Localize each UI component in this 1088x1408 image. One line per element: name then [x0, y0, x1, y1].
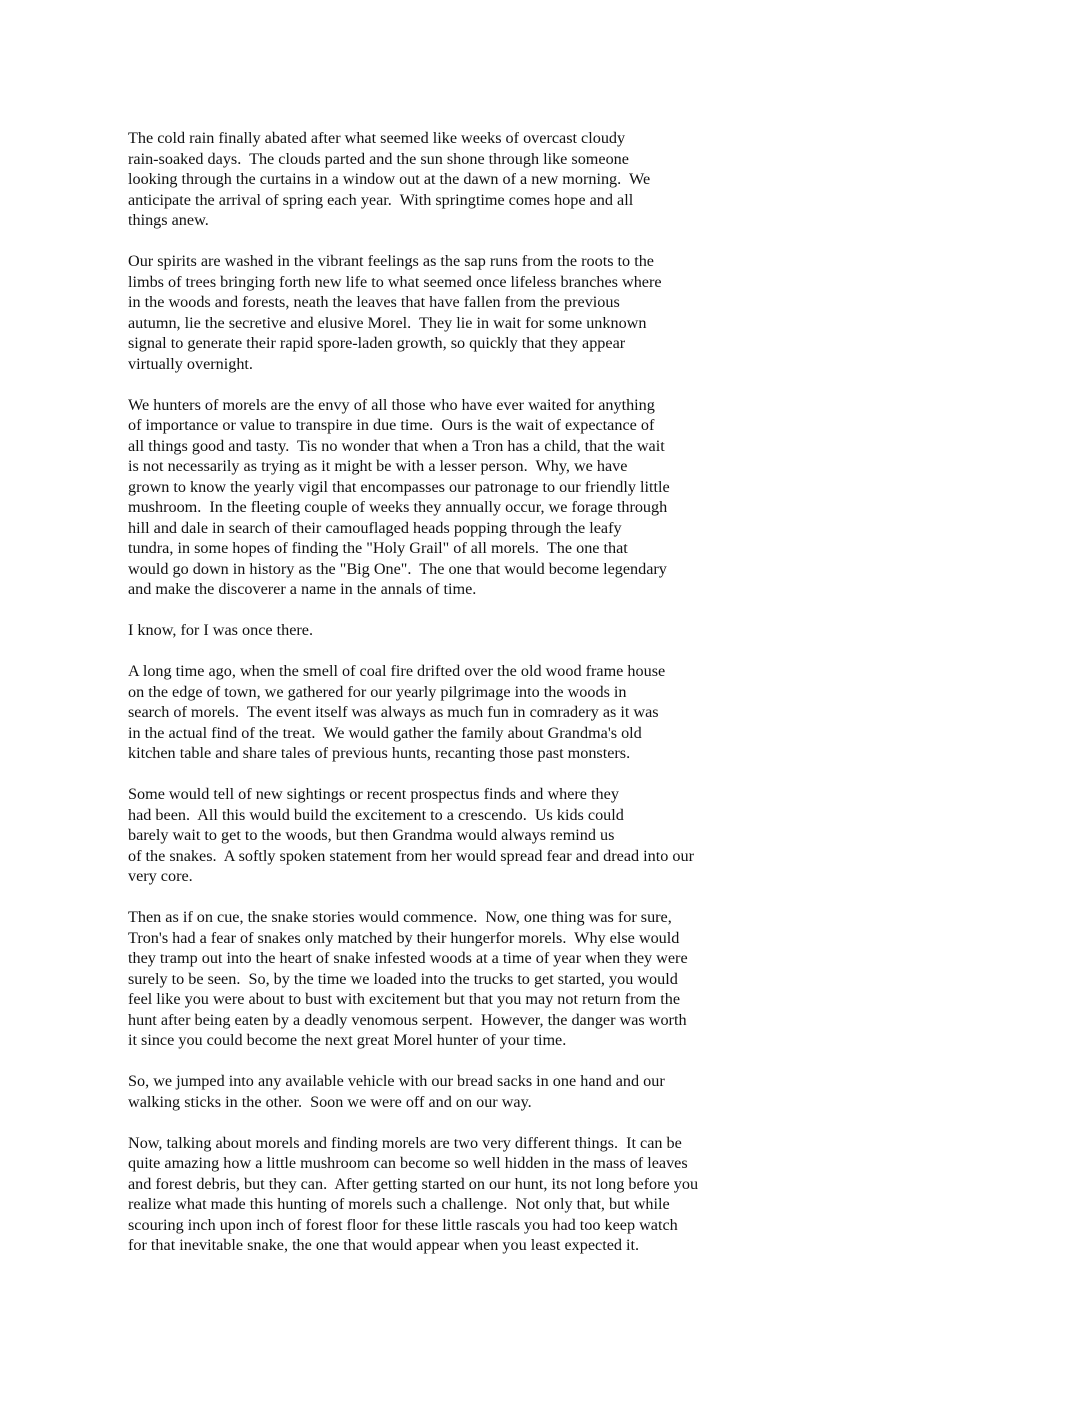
text-line: had been. All this would build the excitement to a crescendo. Us kids could [128, 805, 624, 824]
text-line: would go down in history as the "Big One". The one that would become legendary [128, 559, 667, 578]
text-line: hill and dale in search of their camouflaged heads popping through the leafy [128, 518, 622, 537]
text-line: A long time ago, when the smell of coal fire drifted over the old wood frame house [128, 662, 666, 680]
text-line: of the snakes. A softly spoken statement from her would spread fear and dread into our [128, 846, 694, 865]
text-line: kitchen table and share tales of previous hunts, recanting those past monsters. [128, 744, 631, 762]
paragraph-1 [128, 128, 788, 231]
paragraph-9 [128, 1133, 788, 1256]
text-line: and make the discoverer a name in the annals of time. [128, 580, 477, 598]
text-line: signal to generate their rapid spore-laden growth, so quickly that they appear [128, 334, 626, 352]
text-line: walking sticks in the other. Soon we were off and on our way. [128, 1092, 532, 1111]
text-line: they tramp out into the heart of snake infested woods at a time of year when they were [128, 949, 688, 967]
text-line: Our spirits are washed in the vibrant feelings as the sap runs from the roots to the [128, 252, 654, 270]
text-line: is not necessarily as trying as it might be with a lesser person. Why, we have [128, 457, 628, 475]
paragraph-4 [128, 620, 788, 641]
text-line: for that inevitable snake, the one that would appear when you least expected it. [128, 1236, 640, 1254]
text-line: Tron's had a fear of snakes only matched by their hungerfor morels. Why else would [128, 928, 680, 947]
text-line: Then as if on cue, the snake stories would commence. Now, one thing was for sure, [128, 908, 672, 926]
text-line: limbs of trees bringing forth new life to what seemed once lifeless branches where [128, 272, 662, 291]
paragraph-2 [128, 251, 788, 374]
text-line: mushroom. In the fleeting couple of weeks they annually occur, we forage through [128, 498, 668, 516]
document-body [128, 128, 788, 1276]
text-line: in the woods and forests, neath the leaves that have fallen from the previous [128, 293, 620, 311]
paragraph-6 [128, 784, 788, 887]
text-line: I know, for I was once there. [128, 621, 314, 639]
text-line: We hunters of morels are the envy of all those who have ever waited for anything [128, 395, 655, 414]
text-line: virtually overnight. [128, 354, 253, 373]
text-line: barely wait to get to the woods, but then Grandma would always remind us [128, 826, 615, 844]
text-line: So, we jumped into any available vehicle with our bread sacks in one hand and our [128, 1072, 665, 1090]
text-line: in the actual find of the treat. We would gather the family about Grandma's old [128, 723, 642, 742]
text-line: surely to be seen. So, by the time we loaded into the trucks to get started, you would [128, 969, 678, 988]
text-line: of importance or value to transpire in due time. Ours is the wait of expectance of [128, 416, 655, 434]
paragraph-5 [128, 661, 788, 764]
text-line: Some would tell of new sightings or recent prospectus finds and where they [128, 785, 619, 803]
text-line: all things good and tasty. Tis no wonder that when a Tron has a child, that the wait [128, 436, 665, 455]
text-line: realize what made this hunting of morels such a challenge. Not only that, but while [128, 1195, 670, 1213]
paragraph-8 [128, 1071, 788, 1112]
text-line: hunt after being eaten by a deadly venomous serpent. However, the danger was worth [128, 1010, 687, 1029]
text-line: rain-soaked days. The clouds parted and the sun shone through like someone [128, 149, 629, 168]
text-line: looking through the curtains in a window out at the dawn of a new morning. We [128, 170, 651, 188]
text-line: on the edge of town, we gathered for our yearly pilgrimage into the woods in [128, 682, 627, 701]
text-line: tundra, in some hopes of finding the "Holy Grail" of all morels. The one that [128, 539, 628, 557]
text-line: things anew. [128, 211, 209, 229]
text-line: autumn, lie the secretive and elusive Morel. They lie in wait for some unknown [128, 313, 647, 332]
paragraph-7 [128, 907, 788, 1051]
text-line: it since you could become the next great Morel hunter of your time. [128, 1031, 567, 1049]
text-line: scouring inch upon inch of forest floor for these little rascals you had too keep watch [128, 1215, 678, 1234]
text-line: quite amazing how a little mushroom can become so well hidden in the mass of leaves [128, 1154, 688, 1172]
text-line: and forest debris, but they can. After getting started on our hunt, its not long before you [128, 1174, 699, 1193]
text-line: very core. [128, 867, 193, 885]
paragraph-3 [128, 395, 788, 600]
text-line: Now, talking about morels and finding morels are two very different things. It can be [128, 1133, 682, 1152]
text-line: anticipate the arrival of spring each year. With springtime comes hope and all [128, 190, 634, 209]
text-line: grown to know the yearly vigil that encompasses our patronage to our friendly little [128, 477, 670, 496]
text-line: feel like you were about to bust with excitement but that you may not return from the [128, 990, 681, 1008]
text-line: The cold rain finally abated after what seemed like weeks of overcast cloudy [128, 129, 626, 147]
text-line: search of morels. The event itself was always as much fun in comradery as it was [128, 703, 659, 721]
